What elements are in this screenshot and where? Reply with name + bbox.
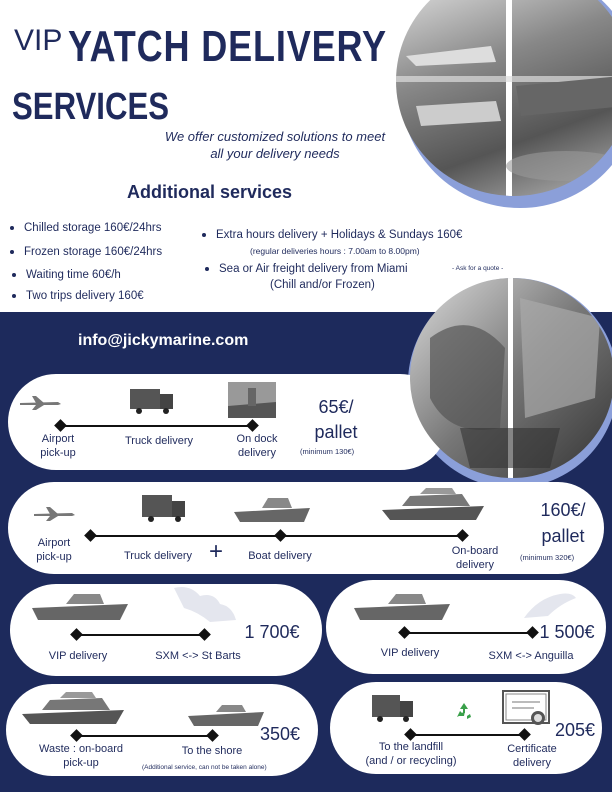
island-map-icon [520, 588, 580, 622]
price-pallet1-amount: 65€/ [318, 397, 354, 417]
yacht-icon [20, 690, 126, 726]
price-pallet2-unit: pallet [541, 526, 585, 546]
title-line-1: YATCH DELIVERY [68, 22, 387, 71]
label-airport-pickup: Airport pick-up [36, 537, 72, 563]
price-pallet1-unit: pallet [314, 422, 358, 442]
label-on-board-delivery: On-board delivery [451, 545, 499, 571]
regular-hours-note: (regular deliveries hours : 7.00am to 8.00pm) [250, 246, 420, 256]
service-item: Waiting time 60€/h [12, 269, 121, 281]
label-airport-pickup: Airport pick-up [40, 433, 76, 459]
truck-icon [142, 492, 186, 522]
speedboat-icon [232, 494, 312, 526]
price-st-barts: 1 700€ [244, 622, 300, 642]
price-anguilla: 1 500€ [539, 622, 595, 642]
price-pallet1-minimum: (minimum 130€) [300, 447, 355, 456]
plus-sign: + [208, 538, 223, 565]
route-line [60, 425, 252, 427]
truck-icon [372, 692, 414, 722]
route-line [410, 734, 524, 736]
truck-icon [130, 386, 174, 414]
label-truck-delivery: Truck delivery [123, 550, 193, 562]
tagline: We offer customized solutions to meet all your delivery needs [164, 129, 386, 161]
price-pallet2-minimum: (minimum 320€) [520, 553, 575, 562]
service-item-freight: Sea or Air freight delivery from Miami [205, 263, 408, 275]
label-boat-delivery: Boat delivery [248, 550, 312, 562]
service-item: Chilled storage 160€/24hrs [10, 222, 161, 234]
freight-subtitle: (Chill and/or Frozen) [270, 279, 375, 291]
contact-email[interactable]: info@jickymarine.com [78, 332, 249, 349]
label-truck-delivery: Truck delivery [124, 435, 194, 447]
price-pallet2-amount: 160€/ [540, 500, 586, 520]
additional-services-heading: Additional services [127, 182, 293, 202]
label-on-dock-delivery: On dock delivery [236, 433, 278, 459]
ask-quote-note: - Ask for a quote - [452, 265, 504, 272]
label-waste-pickup: Waste : on-board pick-up [39, 743, 123, 769]
route-line [76, 735, 212, 737]
island-map-icon [170, 582, 240, 626]
route-line [76, 634, 204, 636]
certificate-icon [502, 690, 552, 730]
label-certificate-delivery: Certificate delivery [507, 743, 557, 769]
yacht-icon [380, 486, 486, 522]
dock-icon [228, 382, 276, 418]
recycle-icon [455, 702, 473, 720]
label-sxm-st-barts: SXM <-> St Barts [155, 650, 241, 662]
label-to-the-landfill: To the landfill (and / or recycling) [365, 741, 457, 767]
speedboat-icon [30, 592, 130, 622]
deck-photo [410, 278, 612, 478]
label-vip-delivery: VIP delivery [380, 647, 440, 659]
title-vip: VIP [14, 24, 63, 57]
service-item: Frozen storage 160€/24hrs [10, 246, 162, 258]
label-to-the-shore: To the shore [181, 745, 243, 757]
price-waste: 350€ [259, 724, 301, 744]
service-item: Two trips delivery 160€ [12, 290, 144, 302]
label-sxm-anguilla: SXM <-> Anguilla [488, 650, 574, 662]
plane-icon [32, 505, 76, 523]
route-line [404, 632, 532, 634]
plane-icon [18, 394, 62, 412]
waste-note: (Additional service, can not be taken alone) [142, 764, 267, 771]
title-line-2: SERVICES [12, 86, 170, 128]
speedboat-icon [352, 592, 452, 622]
service-item-extra-hours: Extra hours delivery + Holidays & Sundays 160€ [202, 229, 462, 241]
price-landfill: 205€ [554, 720, 596, 740]
label-vip-delivery: VIP delivery [48, 650, 108, 662]
